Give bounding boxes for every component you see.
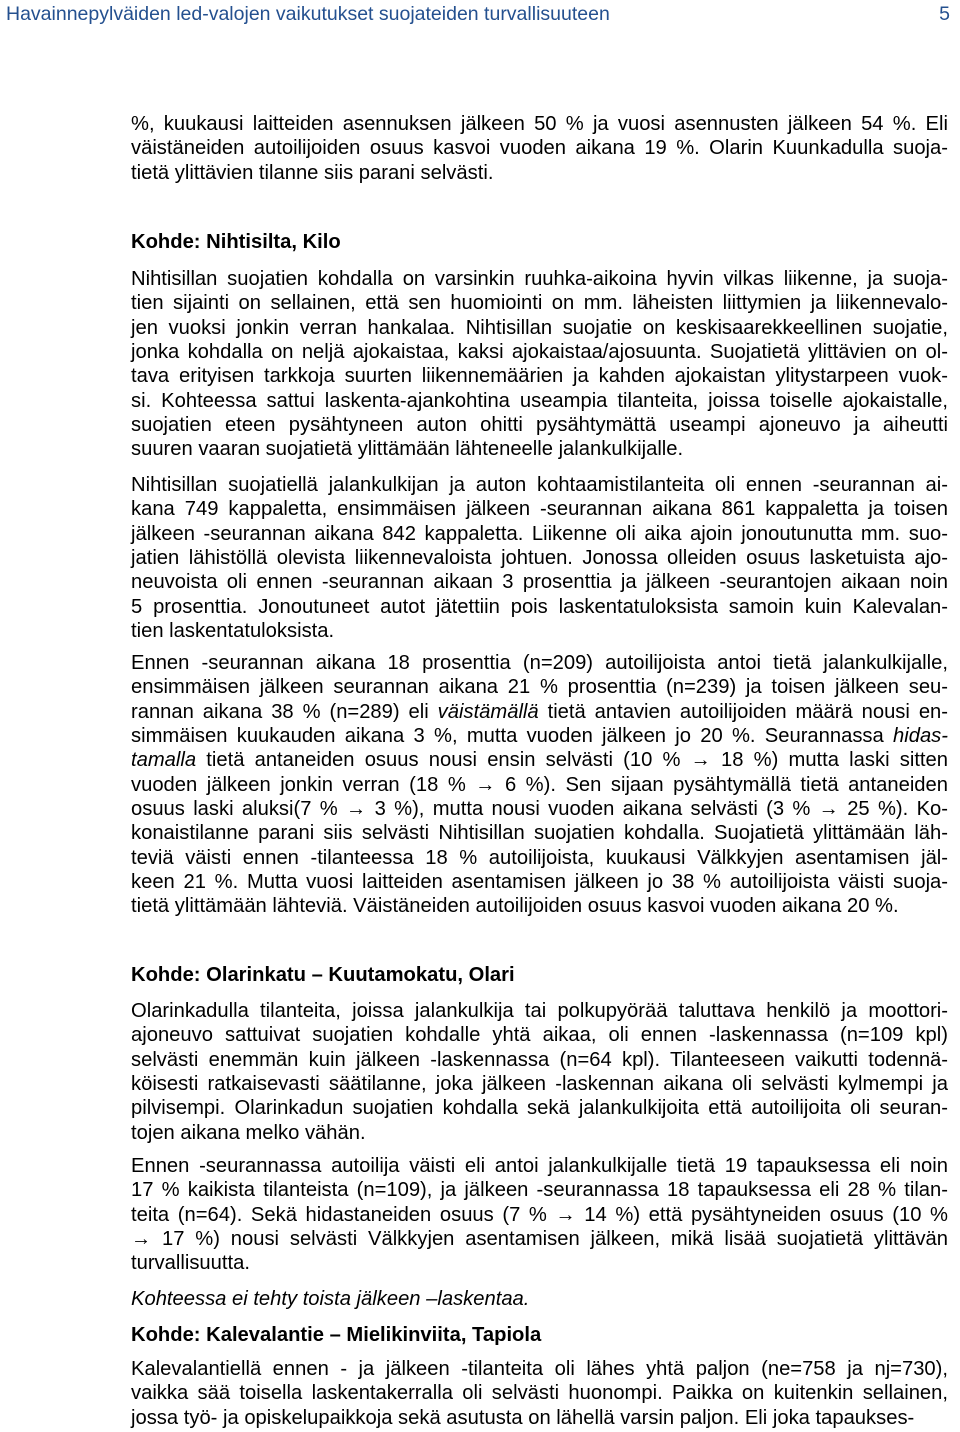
text-line: vaikka sää toisella laskentakerralla oli selvästi huonompi. Paikka on kuitenkin sellainen, xyxy=(131,1382,948,1405)
text-line: vuoden jälkeen jonkin verran (18 % → 6 %). Sen sijaan pysähtymällä tietä antaneiden xyxy=(131,773,948,796)
text-line: ensimmäisen jälkeen seurannan aikana 21 % prosenttia (n=239) ja toisen jälkeen seu- xyxy=(131,676,948,699)
text-line: si. Kohteessa sattui laskenta-ajankohtina useampia tilanteita, joissa toiselle ajokaistalle, xyxy=(131,389,948,412)
text-line: jälkeen -seurannan aikana 842 kappaletta. Liikenne oli aika ajoin jonoutunutta mm. suo- xyxy=(131,522,948,545)
text-line: tien sijainti on sellainen, että sen huomiointi on mm. läheisten liittymien ja liikennevalo- xyxy=(131,292,948,315)
text-line: → 17 %) nousi selvästi Välkkyjen asentamisen jälkeen, mikä lisää suojatietä ylittävän xyxy=(131,1228,948,1251)
text-line: suojatien eteen pysähtyneen auton ohitti pysähtymättä useampi ajoneuvo ja aiheutti xyxy=(131,414,948,437)
text-line: tietä ylittävien tilanne siis parani selvästi. xyxy=(131,161,494,184)
paragraph xyxy=(131,651,948,919)
header-title: Havainnepylväiden led-valojen vaikutukset suojateiden turvallisuuteen xyxy=(6,3,610,25)
section-heading: Kohde: Nihtisilta, Kilo xyxy=(131,231,341,253)
text-line: 17 % kaikista tilanteista (n=109), ja jälkeen -seurannassa 18 tapauksessa eli 28 % tilan- xyxy=(131,1179,948,1202)
text-line: %, kuukausi laitteiden asennuksen jälkeen 50 % ja vuosi asennusten jälkeen 54 %. Eli xyxy=(131,113,948,135)
text-line: neuvoista oli ennen -seurannan aikaan 3 prosenttia ja jälkeen -seurantojen aikaan noin xyxy=(131,571,948,594)
text-line: turvallisuutta. xyxy=(131,1252,250,1275)
italic-text: hidas- xyxy=(893,725,948,748)
text-line: teviä väisti ennen -tilanteessa 18 % autoilijoista, kuukausi Välkkyjen asentamisen jäl- xyxy=(131,846,948,869)
text-line: Nihtisillan suojatien kohdalla on varsinkin ruuhka-aikoina hyvin vilkas liikenne, ja suoja- xyxy=(131,268,948,290)
text-line: kana 749 kappaletta, ensimmäisen jälkeen -seurannan aikana 861 kappaletta ja toisen xyxy=(131,498,948,521)
text-line: rannan aikana 38 % (n=289) eli väistämällä tietä antavien autoilijoiden määrä nousi en- xyxy=(131,700,948,723)
text-line: Kalevalantiellä ennen - ja jälkeen -tilanteita oli lähes yhtä paljon (ne=758 ja nj=730), xyxy=(131,1358,948,1380)
text-line: tien laskentatuloksista. xyxy=(131,620,335,643)
paragraph xyxy=(131,1154,948,1276)
text-line: pilvisempi. Olarinkadun suojatien kohdalla sekä jalankulkijoita että autoilijoita oli seuran- xyxy=(131,1097,948,1120)
text-line: jen vuoksi jonkin verran hankalaa. Nihtisillan suojatie on keskisaarekkeellinen suojatie, xyxy=(131,316,948,339)
italic-text: väistämällä xyxy=(437,700,539,723)
text-line: tava erityisen tarkkoja suurten liikennemäärien ja kahden ajokaistan ylitystarpeen vuok- xyxy=(131,365,948,388)
text-line: köisesti ratkaisevasti säätilanne, joka jälkeen -laskennan aikana oli selvästi kylmempi ja xyxy=(131,1073,948,1096)
text-line: jatien lähistöllä olevista liikennevaloista johtuen. Jonossa olleiden osuus lasketuista ajo- xyxy=(131,547,948,570)
italic-note: Kohteessa ei tehty toista jälkeen –laskentaa. xyxy=(131,1288,530,1310)
text-line: tamalla tietä antaneiden osuus nousi ensin selvästi (10 % → 18 %) mutta laski sitten xyxy=(131,749,948,772)
text-line: jossa työ- ja opiskelupaikkoja sekä asutusta on lähellä varsin paljon. Eli joka tapaukses- xyxy=(131,1406,915,1429)
page-number: 5 xyxy=(939,3,950,25)
text-line: keen 21 %. Mutta vuosi laitteiden asentamisen jälkeen jo 38 % autoilijoista väisti suoja- xyxy=(131,871,948,894)
page-header xyxy=(0,0,960,30)
text-line: 5 prosenttia. Jonoutuneet autot jätettiin pois laskentatuloksista samoin kuin Kalevalan- xyxy=(131,595,948,618)
paragraph xyxy=(131,473,948,643)
section-heading: Kohde: Olarinkatu – Kuutamokatu, Olari xyxy=(131,964,515,986)
text-line: Nihtisillan suojatiellä jalankulkijan ja auton kohtaamistilanteita oli ennen -seurannan ai- xyxy=(131,474,948,496)
text-line: konaistilanne parani siis selvästi Nihtisillan suojatien kohdalla. Suojatietä ylittämään läh- xyxy=(131,822,948,845)
text-line: tojen aikana melko vähän. xyxy=(131,1121,366,1144)
paragraph xyxy=(131,999,948,1145)
text-line: jonka kohdalla on neljä ajokaistaa, kaksi ajokaistaa/ajosuunta. Suojatietä ylittävien on ol- xyxy=(131,341,948,364)
paragraph xyxy=(131,1357,948,1430)
text-line: Olarinkadulla tilanteita, joissa jalankulkija tai polkupyörää taluttava henkilö ja moottori- xyxy=(131,1000,948,1022)
text-line: ajoneuvo sattuivat suojatien kohdalle yhtä aikaa, oli ennen -laskennassa (n=109 kpl) xyxy=(131,1024,948,1047)
text-line: selvästi enemmän kuin jälkeen -laskennassa (n=64 kpl). Tilanteeseen vaikutti todennä- xyxy=(131,1048,948,1071)
text-line: Ennen -seurannassa autoilija väisti eli antoi jalankulkijalle tietä 19 tapauksessa eli noin xyxy=(131,1155,948,1177)
text-line: suuren vaaran suojatietä ylittämään lähteneelle jalankulkijalle. xyxy=(131,438,684,461)
text-line: simmäisen kuukauden aikana 3 %, mutta vuoden jälkeen jo 20 %. Seurannassa hidas- xyxy=(131,725,948,748)
text-line: tietä ylittämään lähteviä. Väistäneiden autoilijoiden osuus kasvoi vuoden aikana 20 %. xyxy=(131,895,899,918)
paragraph xyxy=(131,267,948,462)
section-heading: Kohde: Kalevalantie – Mielikinviita, Tapiola xyxy=(131,1324,542,1346)
text-line: teita (n=64). Sekä hidastaneiden osuus (7 % → 14 %) että pysähtyneiden osuus (10 % xyxy=(131,1203,948,1226)
text-line: osuus laski aluksi(7 % → 3 %), mutta nousi vuoden aikana selvästi (3 % → 25 %). Ko- xyxy=(131,798,948,821)
italic-text: tamalla xyxy=(131,749,197,772)
text-line: Ennen -seurannan aikana 18 prosenttia (n=209) autoilijoista antoi tietä jalankulkijalle, xyxy=(131,652,948,674)
paragraph xyxy=(131,112,948,185)
text-line: väistäneiden autoilijoiden osuus kasvoi vuoden aikana 19 %. Olarin Kuunkadulla suoja- xyxy=(131,137,948,160)
